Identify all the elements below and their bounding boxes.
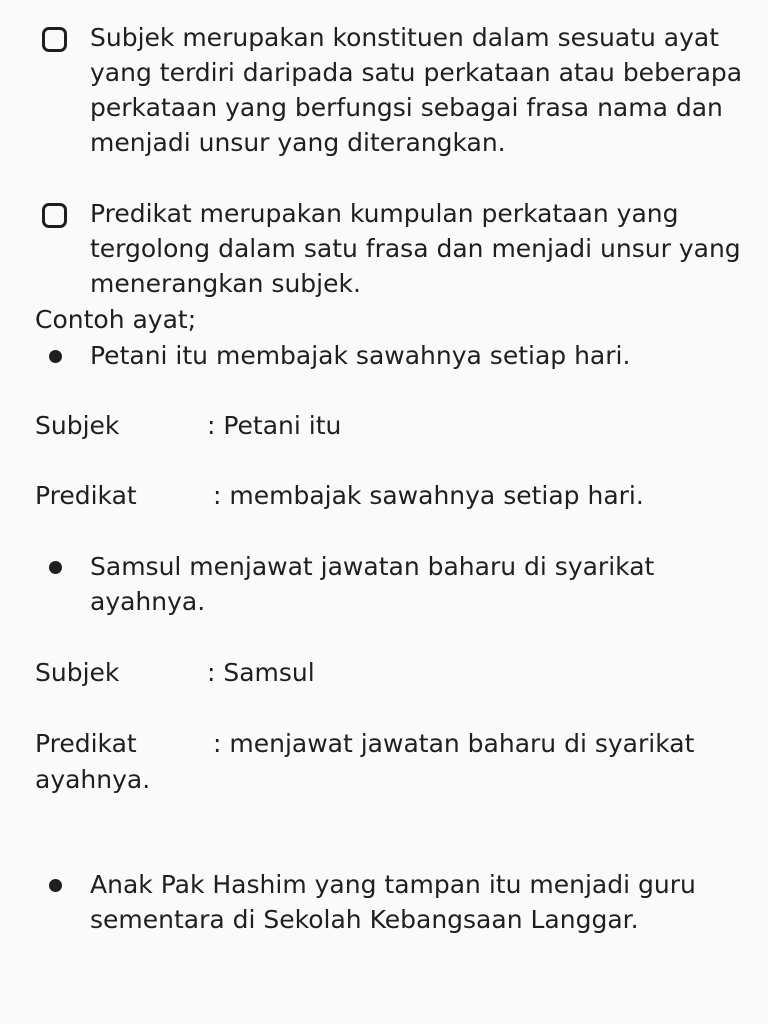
example-2-predicate-continuation: ayahnya. bbox=[35, 765, 151, 794]
examples-heading: Contoh ayat; bbox=[35, 305, 197, 334]
checkbox-predikat-definition[interactable] bbox=[42, 203, 67, 228]
example-1-predicate-value: : membajak sawahnya setiap hari. bbox=[213, 481, 644, 510]
example-2-sentence-line-2: ayahnya. bbox=[90, 587, 206, 616]
example-1-subject-label: Subjek bbox=[35, 411, 120, 440]
bullet-example-1 bbox=[49, 350, 62, 363]
predikat-definition-line-1: Predikat merupakan kumpulan perkataan yang bbox=[90, 199, 679, 228]
subjek-definition-line-3: perkataan yang berfungsi sebagai frasa nama dan bbox=[90, 93, 723, 122]
example-2-predicate-label: Predikat bbox=[35, 729, 137, 758]
bullet-example-2 bbox=[49, 561, 62, 574]
example-2-subject-label: Subjek bbox=[35, 658, 120, 687]
predikat-definition-line-3: menerangkan subjek. bbox=[90, 269, 361, 298]
example-1-predicate-label: Predikat bbox=[35, 481, 137, 510]
predikat-definition-line-2: tergolong dalam satu frasa dan menjadi unsur yang bbox=[90, 234, 741, 263]
checkbox-subjek-definition[interactable] bbox=[42, 27, 67, 52]
subjek-definition-line-2: yang terdiri daripada satu perkataan atau beberapa bbox=[90, 58, 743, 87]
example-3-sentence-line-2: sementara di Sekolah Kebangsaan Langgar. bbox=[90, 905, 639, 934]
example-1-subject-value: : Petani itu bbox=[207, 411, 342, 440]
subjek-definition-line-1: Subjek merupakan konstituen dalam sesuatu ayat bbox=[90, 23, 720, 52]
example-2-sentence-line-1: Samsul menjawat jawatan baharu di syarikat bbox=[90, 552, 655, 581]
subjek-definition-line-4: menjadi unsur yang diterangkan. bbox=[90, 128, 506, 157]
example-2-predicate-value: : menjawat jawatan baharu di syarikat bbox=[213, 729, 695, 758]
example-3-sentence-line-1: Anak Pak Hashim yang tampan itu menjadi guru bbox=[90, 870, 696, 899]
example-1-sentence: Petani itu membajak sawahnya setiap hari. bbox=[90, 341, 631, 370]
bullet-example-3 bbox=[49, 879, 62, 892]
example-2-subject-value: : Samsul bbox=[207, 658, 315, 687]
